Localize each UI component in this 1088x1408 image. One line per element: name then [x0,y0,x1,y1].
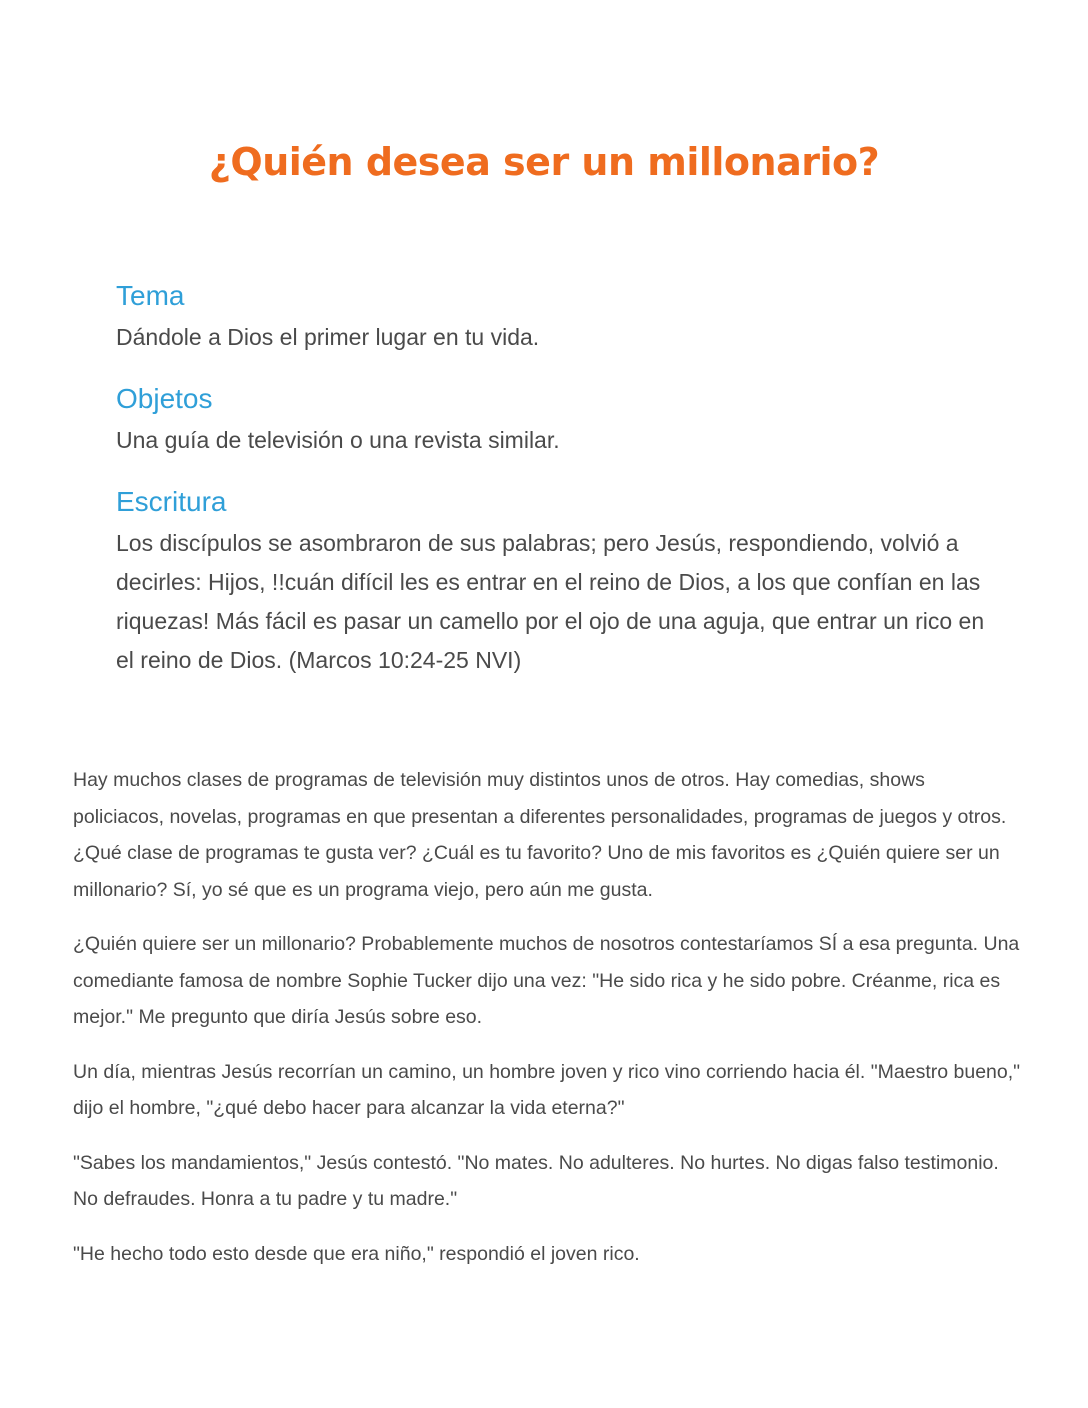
section-tema [116,276,996,357]
section-body-tema: Dándole a Dios el primer lugar en tu vida. [116,324,540,350]
paragraph: "Sabes los mandamientos," Jesús contestó. "No mates. No adulteres. No hurtes. No digas falso testimonio. No defraudes. Honra a tu padre y tu madre." [73,1151,999,1210]
article-body [73,762,1021,1290]
page-title: ¿Quién desea ser un millonario? [208,140,880,184]
paragraph: "He hecho todo esto desde que era niño," respondió el joven rico. [73,1242,640,1265]
lesson-info [116,276,996,702]
section-escritura [116,482,996,680]
section-objetos [116,379,996,460]
section-heading-objetos: Objetos [116,383,213,414]
paragraph: Un día, mientras Jesús recorrían un camino, un hombre joven y rico vino corriendo hacia él. "Maestro bueno," dijo el hombre, "¿qué debo hacer para alcanzar la vida eterna?" [73,1060,1021,1119]
section-body-objetos: Una guía de televisión o una revista similar. [116,427,560,453]
paragraph: ¿Quién quiere ser un millonario? Probablemente muchos de nosotros contestaríamos SÍ a esa pregunta. Una comediante famosa de nombre Sophie Tucker dijo una vez: "He sido rica y he sido pobre. Créanme, rica es mejor." Me pregunto que diría Jesús sobre eso. [73,933,1020,1028]
section-body-escritura: Los discípulos se asombraron de sus palabras; pero Jesús, respondiendo, volvió a decirles: Hijos, !!cuán difícil les es entrar en el reino de Dios, a los que confían en las riquezas! Más fácil es pasar un camello por el ojo de una aguja, que entrar un rico en el reino de Dios. (Marcos 10:24-25 NVI) [116,530,985,673]
paragraph: Hay muchos clases de programas de televisión muy distintos unos de otros. Hay comedias, shows policiacos, novelas, programas en que presentan a diferentes personalidades, programas de juegos y otros. ¿Qué clase de programas te gusta ver? ¿Cuál es tu favorito? Uno de mis favoritos es ¿Quién quiere ser un millonario? Sí, yo sé que es un programa viejo, pero aún me gusta. [73,769,1007,901]
section-heading-escritura: Escritura [116,486,227,517]
section-heading-tema: Tema [116,280,185,311]
